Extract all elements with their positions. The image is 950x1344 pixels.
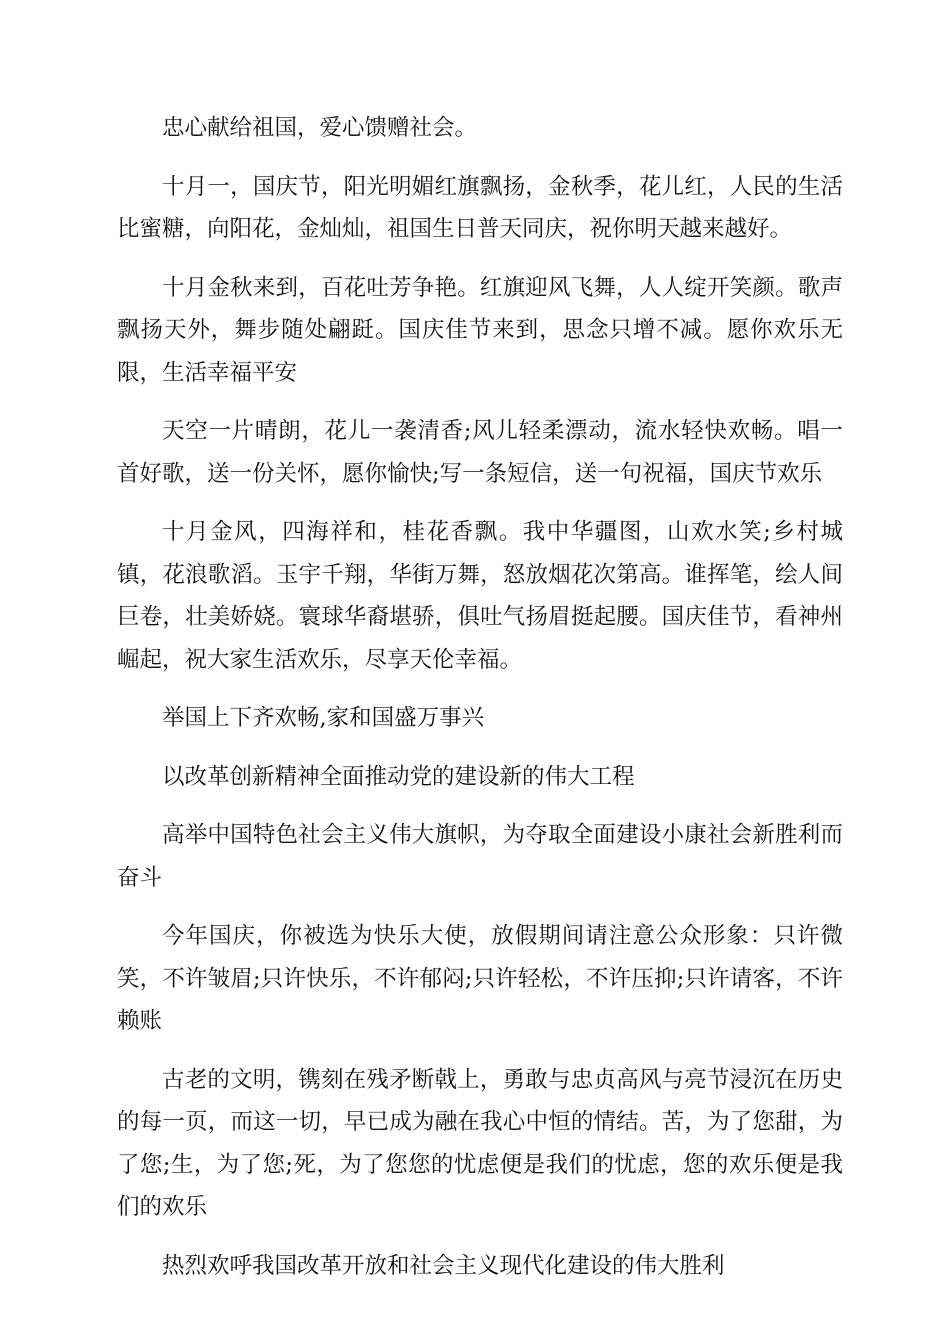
paragraph-10: 古老的文明，镌刻在残矛断戟上，勇敢与忠贞高风与亮节浸沉在历史的每一页，而这一切，早已成为融在我心中恒的情结。苦，为了您甜，为了您;生，为了您;死，为了您您的忧虑便是我们的忧虑，您的欢乐便是我们的欢乐 xyxy=(117,1066,843,1220)
paragraph-8: 高举中国特色社会主义伟大旗帜，为夺取全面建设小康社会新胜利而奋斗 xyxy=(117,822,843,891)
paragraph-5: 十月金风，四海祥和，桂花香飘。我中华疆图，山欢水笑;乡村城镇，花浪歌滔。玉宇千翔，华街万舞，怒放烟花次第高。谁挥笔，绘人间巨卷，壮美娇娆。寰球华裔堪骄，俱吐气扬眉挺起腰。国庆佳节，看神州崛起，祝大家生活欢乐，尽享天伦幸福。 xyxy=(117,519,843,673)
paragraph-9: 今年国庆，你被选为快乐大使，放假期间请注意公众形象：只许微笑，不许皱眉;只许快乐，不许郁闷;只许轻松，不许压抑;只许请客，不许赖账 xyxy=(117,923,843,1034)
paragraph-6: 举国上下齐欢畅,家和国盛万事兴 xyxy=(162,705,485,731)
paragraph-2: 十月一，国庆节，阳光明媚红旗飘扬，金秋季，花儿红，人民的生活比蜜糖，向阳花，金灿灿，祖国生日普天同庆，祝你明天越来越好。 xyxy=(117,173,843,242)
paragraph-7: 以改革创新精神全面推动党的建设新的伟大工程 xyxy=(162,763,635,790)
paragraph-1: 忠心献给祖国，爱心馈赠社会。 xyxy=(162,115,478,141)
paragraph-11: 热烈欢呼我国改革开放和社会主义现代化建设的伟大胜利 xyxy=(162,1252,725,1279)
paragraph-3: 十月金秋来到，百花吐芳争艳。红旗迎风飞舞，人人绽开笑颜。歌声飘扬天外，舞步随处翩跹。国庆佳节来到，思念只增不减。愿你欢乐无限，生活幸福平安 xyxy=(117,274,843,386)
paragraph-4: 天空一片晴朗，花儿一袭清香;风儿轻柔漂动，流水轻快欢畅。唱一首好歌，送一份关怀，愿你愉快;写一条短信，送一句祝福，国庆节欢乐 xyxy=(117,418,843,487)
document-body xyxy=(117,107,843,1303)
